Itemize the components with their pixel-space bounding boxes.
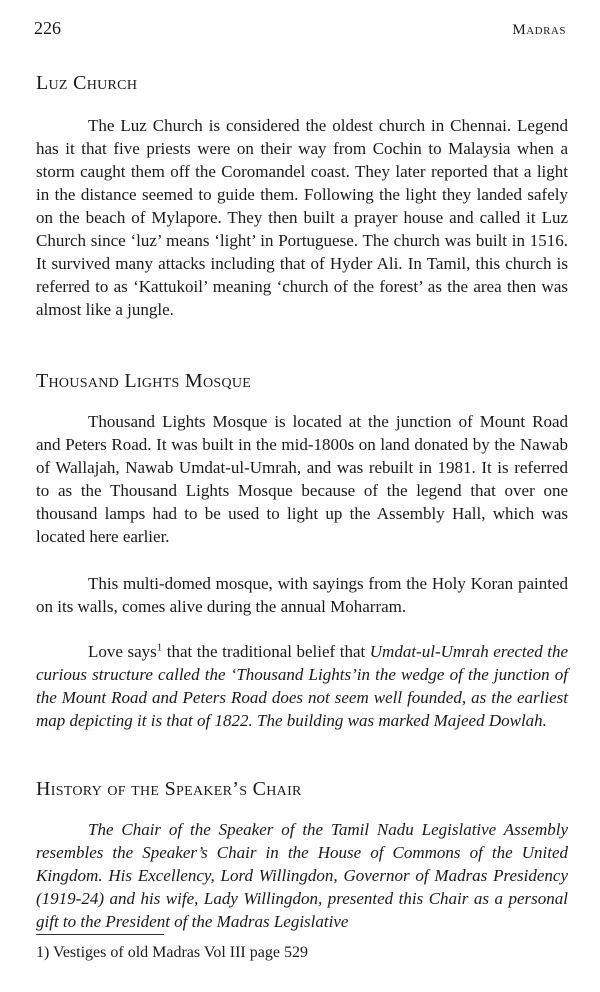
- heading-speakers-chair: History of the Speaker’s Chair: [36, 778, 302, 800]
- page-number: 226: [34, 18, 61, 38]
- paragraph-thousand-lights-1: Thousand Lights Mosque is located at the junction of Mount Road and Peters Road. It was built in the mid-1800s on land donated by the Nawab of Wallajah, Nawab Umdat-ul-Umrah, and was rebuilt in 1981. It is referred to as the Thousand Lights Mosque because of the legend that over one thousand lamps had to be used to light up the Assembly Hall, which was located here earlier.: [36, 412, 568, 546]
- paragraph-speakers-chair: The Chair of the Speaker of the Tamil Nadu Legislative Assembly resembles the Speaker’s Chair in the House of Commons of the United Kingdom. His Excellency, Lord Willingdon, Governor of Madras Presidency (1919-24) and his wife, Lady Willingdon, presented this Chair as a personal gift to the President of the Madras Legislative: [36, 820, 568, 931]
- footnote-divider: [36, 934, 164, 935]
- paragraph-luz-church: The Luz Church is considered the oldest church in Chennai. Legend has it that five priests were on their way from Cochin to Malaysia when a storm caught them off the Coromandel coast. They later reported that a light in the distance seemed to guide them. Following the light they landed safely on the beach of Mylapore. They then built a prayer house and called it Luz Church since ‘luz’ means ‘light’ in Portuguese. The church was built in 1516. It survived many attacks including that of Hyder Ali. In Tamil, this church is referred to as ‘Kattukoil’ meaning ‘church of the forest’ as the area then was almost like a jungle.: [36, 116, 568, 319]
- running-head: Madras: [512, 22, 566, 38]
- footnote-marker: 1: [156, 641, 163, 654]
- page-header: [34, 18, 566, 42]
- para3-quote: Umdat-ul-Umrah erected the curious structure called the ‘Thousand Lights’in the wedge of the junction of the Mount Road and Peters Road does not seem well founded, as the earliest map depicting it is that of 1822. The building was marked Majeed Dowlah.: [36, 642, 568, 730]
- heading-luz-church: Luz Church: [36, 72, 138, 94]
- heading-thousand-lights-mosque: Thousand Lights Mosque: [36, 370, 252, 392]
- footnote: 1) Vestiges of old Madras Vol III page 529: [36, 944, 308, 961]
- para3-mid: that the traditional belief that: [162, 642, 370, 661]
- para3-lead: Love says: [88, 642, 157, 661]
- paragraph-thousand-lights-2: This multi-domed mosque, with sayings from the Holy Koran painted on its walls, comes alive during the annual Moharram.: [36, 574, 568, 616]
- paragraph-thousand-lights-3: [36, 640, 568, 732]
